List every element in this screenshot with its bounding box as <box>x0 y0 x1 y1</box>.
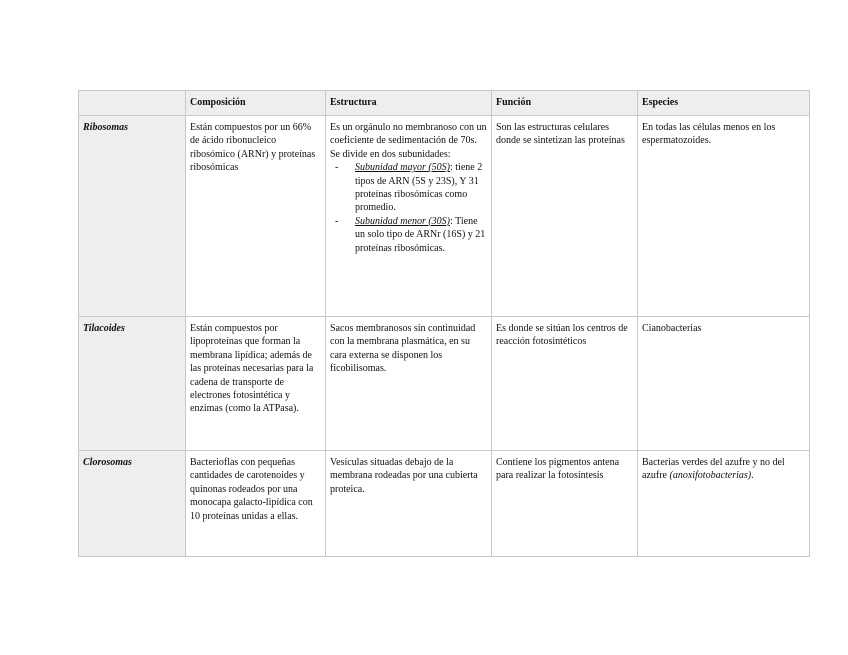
list-dash: - <box>335 162 339 174</box>
subunit-list <box>330 161 487 255</box>
cell-especies: En todas las células menos en los espermatozoides. <box>638 116 810 317</box>
cell-composicion: Bacterioflas con pequeñas cantidades de carotenoides y quinonas rodeados por una monocapa galacto-lipídica con 10 proteínas unidas a ellas. <box>186 451 326 557</box>
cell-composicion: Están compuestos por lipoproteínas que forman la membrana lipídica; además de las proteínas necesarias para la cadena de transporte de electrones fotosintética y enzimas (como la ATPasa). <box>186 317 326 451</box>
subunit-item-mayor <box>335 161 487 215</box>
subunit-text: : Tiene un solo tipo de ARNr (16S) y 21 proteínas ribosómicas. <box>355 215 486 254</box>
subunit-title: Subunidad menor (30S) <box>355 215 450 227</box>
cell-especies <box>638 451 810 557</box>
cell-especies: Cianobacterias <box>638 317 810 451</box>
row-label-clorosomas: Clorosomas <box>79 451 186 557</box>
especies-text: Bacterias verdes del azufre y no del azufre <box>642 457 785 482</box>
especies-italic-text: (anoxifotobacterias) <box>669 470 752 482</box>
cell-composicion: Están compuestos por un 66% de ácido ribonucleico ribosómico (ARNr) y proteínas ribosómicas <box>186 116 326 317</box>
row-label-tilacoides: Tilacoides <box>79 317 186 451</box>
header-composicion: Composición <box>186 91 326 116</box>
cell-funcion: Contiene los pigmentos antena para realizar la fotosíntesis <box>492 451 638 557</box>
subunit-item-menor <box>335 215 487 255</box>
table-row <box>79 451 810 557</box>
especies-end: . <box>751 470 754 482</box>
cell-funcion: Es donde se sitúan los centros de reacción fotosintéticos <box>492 317 638 451</box>
header-estructura: Estructura <box>326 91 492 116</box>
organelle-comparison-table <box>78 90 810 557</box>
row-label-ribosomas: Ribosomas <box>79 116 186 317</box>
table-row <box>79 116 810 317</box>
header-especies: Especies <box>638 91 810 116</box>
cell-estructura <box>326 116 492 317</box>
header-funcion: Función <box>492 91 638 116</box>
cell-estructura: Sacos membranosos sin continuidad con la membrana plasmática, en su cara externa se disponen los ficobilisomas. <box>326 317 492 451</box>
cell-estructura: Vesículas situadas debajo de la membrana rodeadas por una cubierta proteica. <box>326 451 492 557</box>
subunit-title: Subunidad mayor (50S) <box>355 162 450 174</box>
header-corner-cell <box>79 91 186 116</box>
table-row <box>79 317 810 451</box>
list-dash: - <box>335 215 339 227</box>
subunit-text: : tiene 2 tipos de ARN (5S y 23S), Y 31 proteínas ribosómicas como promedio. <box>355 162 483 214</box>
table-header-row <box>79 91 810 116</box>
estructura-intro: Es un orgánulo no membranoso con un coeficiente de sedimentación de 70s. Se divide en dos subunidades: <box>330 122 487 160</box>
cell-funcion: Son las estructuras celulares donde se sintetizan las proteínas <box>492 116 638 317</box>
